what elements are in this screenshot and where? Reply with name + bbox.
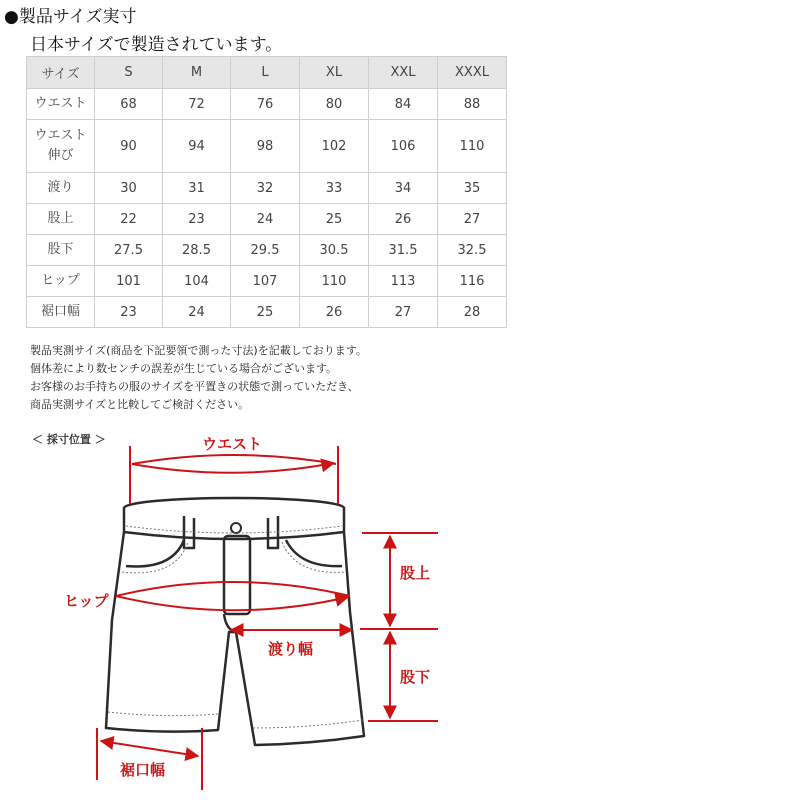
table-cell: 76 bbox=[231, 89, 300, 120]
table-cell: 88 bbox=[438, 89, 507, 120]
table-cell: 23 bbox=[163, 204, 231, 235]
table-header-cell: XXL bbox=[369, 57, 438, 89]
pocket-right-stitch bbox=[282, 542, 346, 572]
shorts-body bbox=[106, 532, 364, 745]
waist-ellipse-front bbox=[132, 463, 334, 473]
pocket-left-stitch bbox=[122, 542, 188, 573]
table-cell: 80 bbox=[300, 89, 369, 120]
table-cell: 33 bbox=[300, 173, 369, 204]
note-line: お客様のお手持ちの服のサイズを平置きの状態で測っていただき、 bbox=[30, 380, 359, 393]
table-cell: 94 bbox=[163, 120, 231, 173]
fly-placket bbox=[224, 536, 250, 614]
table-cell: 26 bbox=[369, 204, 438, 235]
row-label: ヒップ bbox=[27, 266, 95, 297]
pocket-right bbox=[286, 540, 342, 566]
hip-ellipse-front bbox=[116, 596, 348, 610]
table-cell: 84 bbox=[369, 89, 438, 120]
hem-right-stitch bbox=[253, 720, 363, 728]
table-cell: 107 bbox=[231, 266, 300, 297]
table-cell: 25 bbox=[300, 204, 369, 235]
table-cell: 101 bbox=[95, 266, 163, 297]
table-header-cell: XL bbox=[300, 57, 369, 89]
table-cell: 30 bbox=[95, 173, 163, 204]
table-cell: 106 bbox=[369, 120, 438, 173]
table-cell: 31 bbox=[163, 173, 231, 204]
page-subheading: 日本サイズで製造されています。 bbox=[30, 35, 283, 55]
table-cell: 98 bbox=[231, 120, 300, 173]
table-cell: 27.5 bbox=[95, 235, 163, 266]
table-cell: 26 bbox=[300, 297, 369, 328]
table-cell: 32.5 bbox=[438, 235, 507, 266]
row-label: 股下 bbox=[27, 235, 95, 266]
table-header-cell: XXXL bbox=[438, 57, 507, 89]
thigh-width-label: 渡り幅 bbox=[268, 640, 314, 658]
table-cell: 24 bbox=[231, 204, 300, 235]
table-header-cell: L bbox=[231, 57, 300, 89]
table-cell: 110 bbox=[438, 120, 507, 173]
table-cell: 116 bbox=[438, 266, 507, 297]
hip-ellipse-back bbox=[116, 582, 350, 596]
table-cell: 29.5 bbox=[231, 235, 300, 266]
diagram-section-label: ＜ 採寸位置 ＞ bbox=[32, 433, 106, 446]
stitching bbox=[108, 526, 363, 728]
table-cell: 31.5 bbox=[369, 235, 438, 266]
table-cell: 34 bbox=[369, 173, 438, 204]
row-label: 裾口幅 bbox=[27, 297, 95, 328]
table-header-cell: M bbox=[163, 57, 231, 89]
row-label: ウエスト 伸び bbox=[27, 120, 95, 173]
row-label: 股上 bbox=[27, 204, 95, 235]
inseam-label: 股下 bbox=[400, 668, 431, 686]
note-line: 製品実測サイズ(商品を下記要領で測った寸法)を記載しております。 bbox=[30, 344, 367, 357]
table-cell: 35 bbox=[438, 173, 507, 204]
note-line: 個体差により数センチの誤差が生じている場合がございます。 bbox=[30, 362, 338, 375]
table-cell: 104 bbox=[163, 266, 231, 297]
table-cell: 28 bbox=[438, 297, 507, 328]
table-cell: 25 bbox=[231, 297, 300, 328]
row-label: 渡り bbox=[27, 173, 95, 204]
table-cell: 28.5 bbox=[163, 235, 231, 266]
page-heading: ●製品サイズ実寸 bbox=[4, 7, 137, 27]
waist-ellipse-back bbox=[132, 455, 336, 464]
table-cell: 102 bbox=[300, 120, 369, 173]
note-line: 商品実測サイズと比較してご検討ください。 bbox=[30, 398, 250, 411]
table-cell: 22 bbox=[95, 204, 163, 235]
table-cell: 110 bbox=[300, 266, 369, 297]
table-cell: 90 bbox=[95, 120, 163, 173]
rise-label: 股上 bbox=[400, 564, 431, 582]
shorts-illustration bbox=[106, 498, 364, 745]
table-cell: 23 bbox=[95, 297, 163, 328]
table-header-cell: S bbox=[95, 57, 163, 89]
table-cell: 113 bbox=[369, 266, 438, 297]
row-label: ウエスト bbox=[27, 89, 95, 120]
waist-label: ウエスト bbox=[202, 435, 263, 453]
hem-width-label: 裾口幅 bbox=[120, 761, 166, 779]
hip-label: ヒップ bbox=[64, 592, 109, 610]
table-cell: 72 bbox=[163, 89, 231, 120]
table-cell: 30.5 bbox=[300, 235, 369, 266]
hem-left-stitch bbox=[108, 712, 218, 716]
table-header-cell: サイズ bbox=[27, 57, 95, 89]
pocket-left bbox=[126, 540, 184, 566]
table-cell: 32 bbox=[231, 173, 300, 204]
table-cell: 27 bbox=[438, 204, 507, 235]
table-cell: 27 bbox=[369, 297, 438, 328]
table-cell: 68 bbox=[95, 89, 163, 120]
table-cell: 24 bbox=[163, 297, 231, 328]
hem-arrow bbox=[101, 741, 198, 756]
